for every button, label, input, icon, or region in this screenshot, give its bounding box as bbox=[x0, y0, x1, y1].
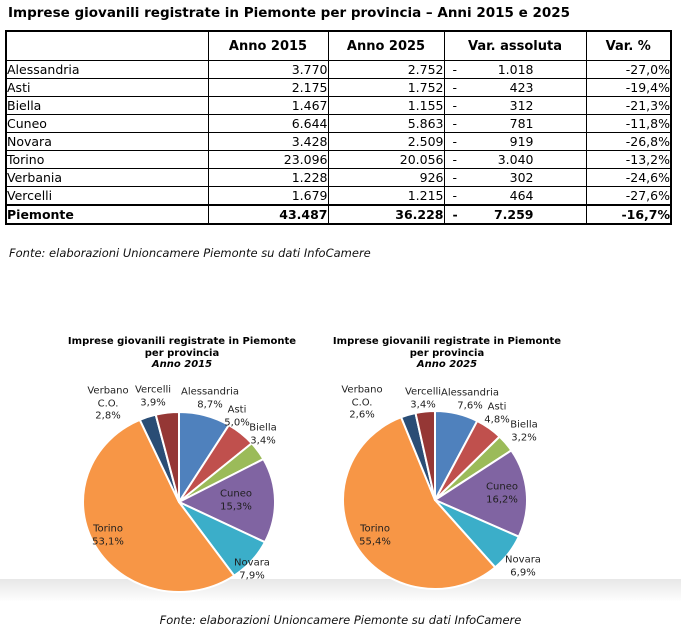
chart-title-line: Imprese giovanili registrate in Piemonte bbox=[332, 336, 562, 347]
pie-label-biella: Biella 3,4% bbox=[249, 422, 277, 446]
cell-var-pct: -26,8% bbox=[586, 133, 671, 151]
page-title: Imprese giovanili registrate in Piemonte per provincia – Anni 2015 e 2025 bbox=[8, 5, 571, 21]
cell-anno-2015: 43.487 bbox=[208, 205, 328, 224]
cell-province: Torino bbox=[6, 151, 208, 169]
cell-var-pct: -24,6% bbox=[586, 169, 671, 187]
source-note-top: Fonte: elaborazioni Unioncamere Piemonte su dati InfoCamere bbox=[9, 246, 371, 260]
chart-title-line: Anno 2015 bbox=[151, 359, 213, 370]
cell-var-pct: -27,6% bbox=[586, 187, 671, 206]
pie-chart-anno-2025 bbox=[330, 332, 640, 600]
cell-province: Piemonte bbox=[6, 205, 208, 224]
cell-province: Verbania bbox=[6, 169, 208, 187]
pie-label-novara: Novara 6,9% bbox=[505, 554, 541, 578]
table-row bbox=[6, 97, 671, 115]
header-var-pct: Var. % bbox=[586, 31, 671, 61]
minus-sign: - bbox=[452, 62, 458, 77]
cell-var-assoluta bbox=[444, 97, 586, 115]
header-anno-2025: Anno 2025 bbox=[328, 31, 444, 61]
cell-anno-2015: 6.644 bbox=[208, 115, 328, 133]
cell-province: Novara bbox=[6, 133, 208, 151]
table-row bbox=[6, 79, 671, 97]
chart-title bbox=[297, 336, 597, 371]
cell-anno-2025: 5.863 bbox=[328, 115, 444, 133]
minus-sign: - bbox=[452, 207, 458, 222]
table-body bbox=[6, 61, 671, 225]
var-abs-value: 781 bbox=[509, 116, 534, 131]
cell-province: Asti bbox=[6, 79, 208, 97]
table-row bbox=[6, 133, 671, 151]
cell-var-pct: -16,7% bbox=[586, 205, 671, 224]
cell-var-assoluta bbox=[444, 133, 586, 151]
pie-label-vercelli: Vercelli 3,4% bbox=[404, 386, 442, 410]
chart-title bbox=[32, 336, 332, 371]
cell-anno-2025: 1.215 bbox=[328, 187, 444, 206]
pie-label-novara: Novara 7,9% bbox=[234, 557, 270, 581]
minus-sign: - bbox=[452, 170, 458, 185]
chart-title-line: per provincia bbox=[144, 347, 220, 359]
minus-sign: - bbox=[452, 80, 458, 95]
pie-label-vercelli: Vercelli 3,9% bbox=[134, 384, 172, 408]
pie-label-torino: Torino 53,1% bbox=[92, 523, 124, 547]
cell-var-pct: -21,3% bbox=[586, 97, 671, 115]
cell-var-assoluta bbox=[444, 169, 586, 187]
chart-title-line: Imprese giovanili registrate in Piemonte bbox=[67, 336, 297, 347]
var-abs-value: 312 bbox=[509, 98, 534, 113]
cell-anno-2015: 23.096 bbox=[208, 151, 328, 169]
cell-var-pct: -27,0% bbox=[586, 61, 671, 79]
chart-title-line: per provincia bbox=[409, 347, 485, 359]
cell-var-assoluta bbox=[444, 115, 586, 133]
cell-anno-2025: 926 bbox=[328, 169, 444, 187]
var-abs-value: 302 bbox=[509, 170, 534, 185]
cell-province: Alessandria bbox=[6, 61, 208, 79]
var-abs-value: 3.040 bbox=[497, 152, 534, 167]
cell-anno-2015: 3.770 bbox=[208, 61, 328, 79]
pie-label-cuneo: Cuneo 16,2% bbox=[486, 481, 518, 505]
var-abs-value: 919 bbox=[509, 134, 534, 149]
cell-anno-2015: 1.679 bbox=[208, 187, 328, 206]
cell-province: Cuneo bbox=[6, 115, 208, 133]
cell-anno-2025: 1.155 bbox=[328, 97, 444, 115]
minus-sign: - bbox=[452, 116, 458, 131]
cell-var-assoluta bbox=[444, 151, 586, 169]
var-abs-value: 423 bbox=[509, 80, 534, 95]
minus-sign: - bbox=[452, 134, 458, 149]
cell-var-assoluta bbox=[444, 187, 586, 206]
var-abs-value: 464 bbox=[509, 188, 534, 203]
var-abs-value: 7.259 bbox=[493, 207, 534, 222]
pie-label-alessandria: Alessandria 8,7% bbox=[180, 386, 240, 410]
cell-anno-2025: 2.752 bbox=[328, 61, 444, 79]
cell-anno-2025: 1.752 bbox=[328, 79, 444, 97]
table-row bbox=[6, 187, 671, 206]
cell-anno-2025: 36.228 bbox=[328, 205, 444, 224]
minus-sign: - bbox=[452, 152, 458, 167]
pie-label-alessandria: Alessandria 7,6% bbox=[440, 387, 500, 411]
cell-var-assoluta bbox=[444, 61, 586, 79]
pie-label-verbano-c-o-: Verbano C.O. 2,6% bbox=[341, 384, 383, 421]
header-var-assoluta: Var. assoluta bbox=[444, 31, 586, 61]
cell-anno-2015: 1.467 bbox=[208, 97, 328, 115]
provinces-table bbox=[5, 30, 672, 225]
cell-anno-2015: 3.428 bbox=[208, 133, 328, 151]
cell-var-pct: -13,2% bbox=[586, 151, 671, 169]
cell-var-assoluta bbox=[444, 205, 586, 224]
source-note-bottom: Fonte: elaborazioni Unioncamere Piemonte su dati InfoCamere bbox=[159, 613, 522, 627]
cell-province: Vercelli bbox=[6, 187, 208, 206]
cell-var-assoluta bbox=[444, 79, 586, 97]
table-row bbox=[6, 115, 671, 133]
cell-anno-2025: 20.056 bbox=[328, 151, 444, 169]
pie-label-verbano-c-o-: Verbano C.O. 2,8% bbox=[87, 385, 129, 422]
header-anno-2015: Anno 2015 bbox=[208, 31, 328, 61]
cell-anno-2015: 2.175 bbox=[208, 79, 328, 97]
var-abs-value: 1.018 bbox=[497, 62, 534, 77]
cell-var-pct: -11,8% bbox=[586, 115, 671, 133]
cell-anno-2025: 2.509 bbox=[328, 133, 444, 151]
cell-province: Biella bbox=[6, 97, 208, 115]
chart-title-line: Anno 2025 bbox=[416, 359, 478, 370]
table-row bbox=[6, 151, 671, 169]
table-row bbox=[6, 169, 671, 187]
pie-label-asti: Asti 5,0% bbox=[224, 404, 250, 428]
pie-label-asti: Asti 4,8% bbox=[484, 401, 510, 425]
table-row bbox=[6, 61, 671, 79]
minus-sign: - bbox=[452, 188, 458, 203]
minus-sign: - bbox=[452, 98, 458, 113]
pie-label-torino: Torino 55,4% bbox=[359, 523, 391, 547]
table-header-row bbox=[6, 31, 671, 61]
pie-label-biella: Biella 3,2% bbox=[510, 419, 538, 443]
table-row bbox=[6, 205, 671, 224]
cell-var-pct: -19,4% bbox=[586, 79, 671, 97]
cell-anno-2015: 1.228 bbox=[208, 169, 328, 187]
pie-label-cuneo: Cuneo 15,3% bbox=[220, 488, 252, 512]
pie-chart-anno-2015 bbox=[28, 332, 338, 600]
header-province bbox=[6, 31, 208, 61]
